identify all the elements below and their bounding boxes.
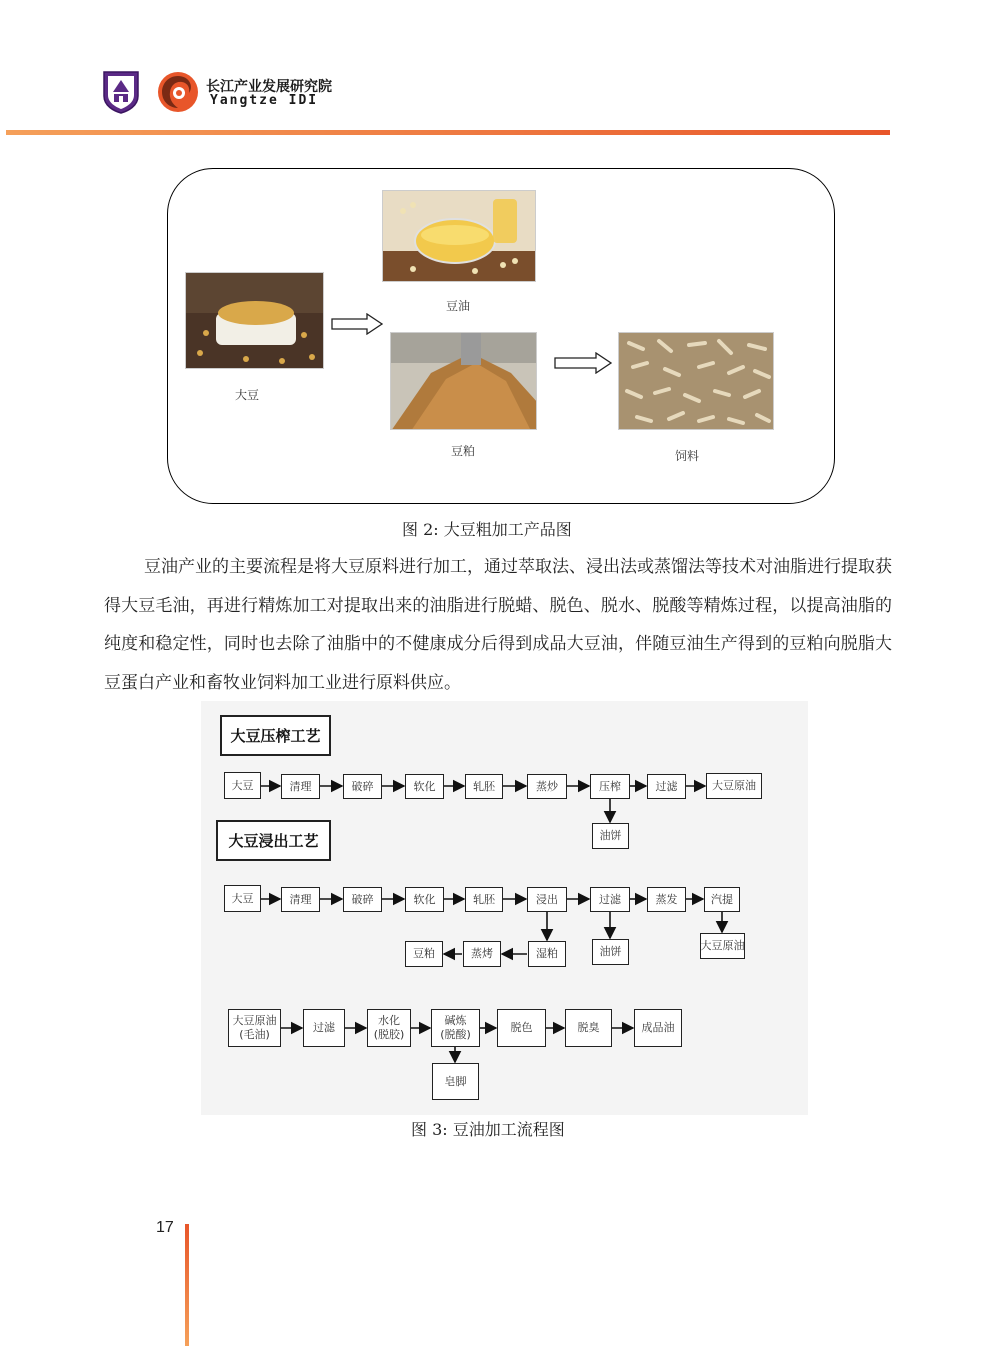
press-process-title: 大豆压榨工艺 <box>220 715 331 756</box>
extract-step: 大豆 <box>224 885 261 912</box>
figure2-caption: 图 2: 大豆粗加工产品图 <box>402 520 572 539</box>
press-step: 破碎 <box>343 774 382 799</box>
refine-step: 脱臭 <box>565 1009 612 1047</box>
refine-step: 成品油 <box>634 1009 682 1047</box>
refine-step: 水化 (脱胶) <box>367 1009 411 1047</box>
org-name-en: Yangtze IDI <box>210 93 319 108</box>
org-name-cn: 长江产业发展研究院 <box>206 79 332 95</box>
soybean-label: 大豆 <box>235 388 260 402</box>
refine-byproduct: 皂脚 <box>432 1063 479 1100</box>
refine-step: 碱炼 (脱酸) <box>431 1009 480 1047</box>
press-step: 清理 <box>281 774 320 799</box>
press-byproduct: 油饼 <box>592 823 629 849</box>
soy-meal-label: 豆粕 <box>451 444 476 458</box>
extract-step: 清理 <box>281 887 320 912</box>
extract-step: 破碎 <box>343 887 382 912</box>
press-step: 压榨 <box>590 774 630 799</box>
extract-process-title: 大豆浸出工艺 <box>216 820 331 861</box>
refine-step: 脱色 <box>497 1009 546 1047</box>
extract-meal-step: 湿粕 <box>528 941 566 967</box>
press-step: 轧胚 <box>465 774 503 799</box>
feed-label: 饲料 <box>675 449 700 463</box>
press-step: 大豆原油 <box>706 773 762 799</box>
extract-step: 过滤 <box>590 887 630 912</box>
extract-crude-oil: 大豆原油 <box>700 933 745 959</box>
extract-step: 软化 <box>405 887 444 912</box>
extract-meal-step: 豆粕 <box>405 941 443 967</box>
press-step: 软化 <box>405 774 444 799</box>
press-step: 过滤 <box>647 774 686 799</box>
refine-step: 大豆原油 (毛油) <box>228 1009 281 1047</box>
page-number: 17 <box>156 1219 174 1236</box>
figure3-caption: 图 3: 豆油加工流程图 <box>411 1120 565 1139</box>
extract-step: 蒸发 <box>647 887 686 912</box>
extract-meal-step: 蒸烤 <box>463 941 501 967</box>
soy-oil-label: 豆油 <box>446 299 471 313</box>
refine-step: 过滤 <box>303 1009 345 1047</box>
press-step: 蒸炒 <box>527 774 567 799</box>
extract-step: 轧胚 <box>465 887 503 912</box>
extract-step: 汽提 <box>704 887 740 912</box>
extract-filter-byproduct: 油饼 <box>592 939 629 965</box>
footer-divider <box>185 1224 189 1346</box>
press-step: 大豆 <box>224 772 261 799</box>
body-paragraph: 豆油产业的主要流程是将大豆原料进行加工，通过萃取法、浸出法或蒸馏法等技术对油脂进行提取获得大豆毛油，再进行精炼加工对提取出来的油脂进行脱蜡、脱色、脱水、脱酸等精炼过程，以提高油脂的纯度和稳定性，同时也去除了油脂中的不健康成分后得到成品大豆油，伴随豆油生产得到的豆粕向脱脂大豆蛋白产业和畜牧业饲料加工业进行原料供应。 <box>104 557 892 693</box>
extract-step: 浸出 <box>527 887 567 912</box>
